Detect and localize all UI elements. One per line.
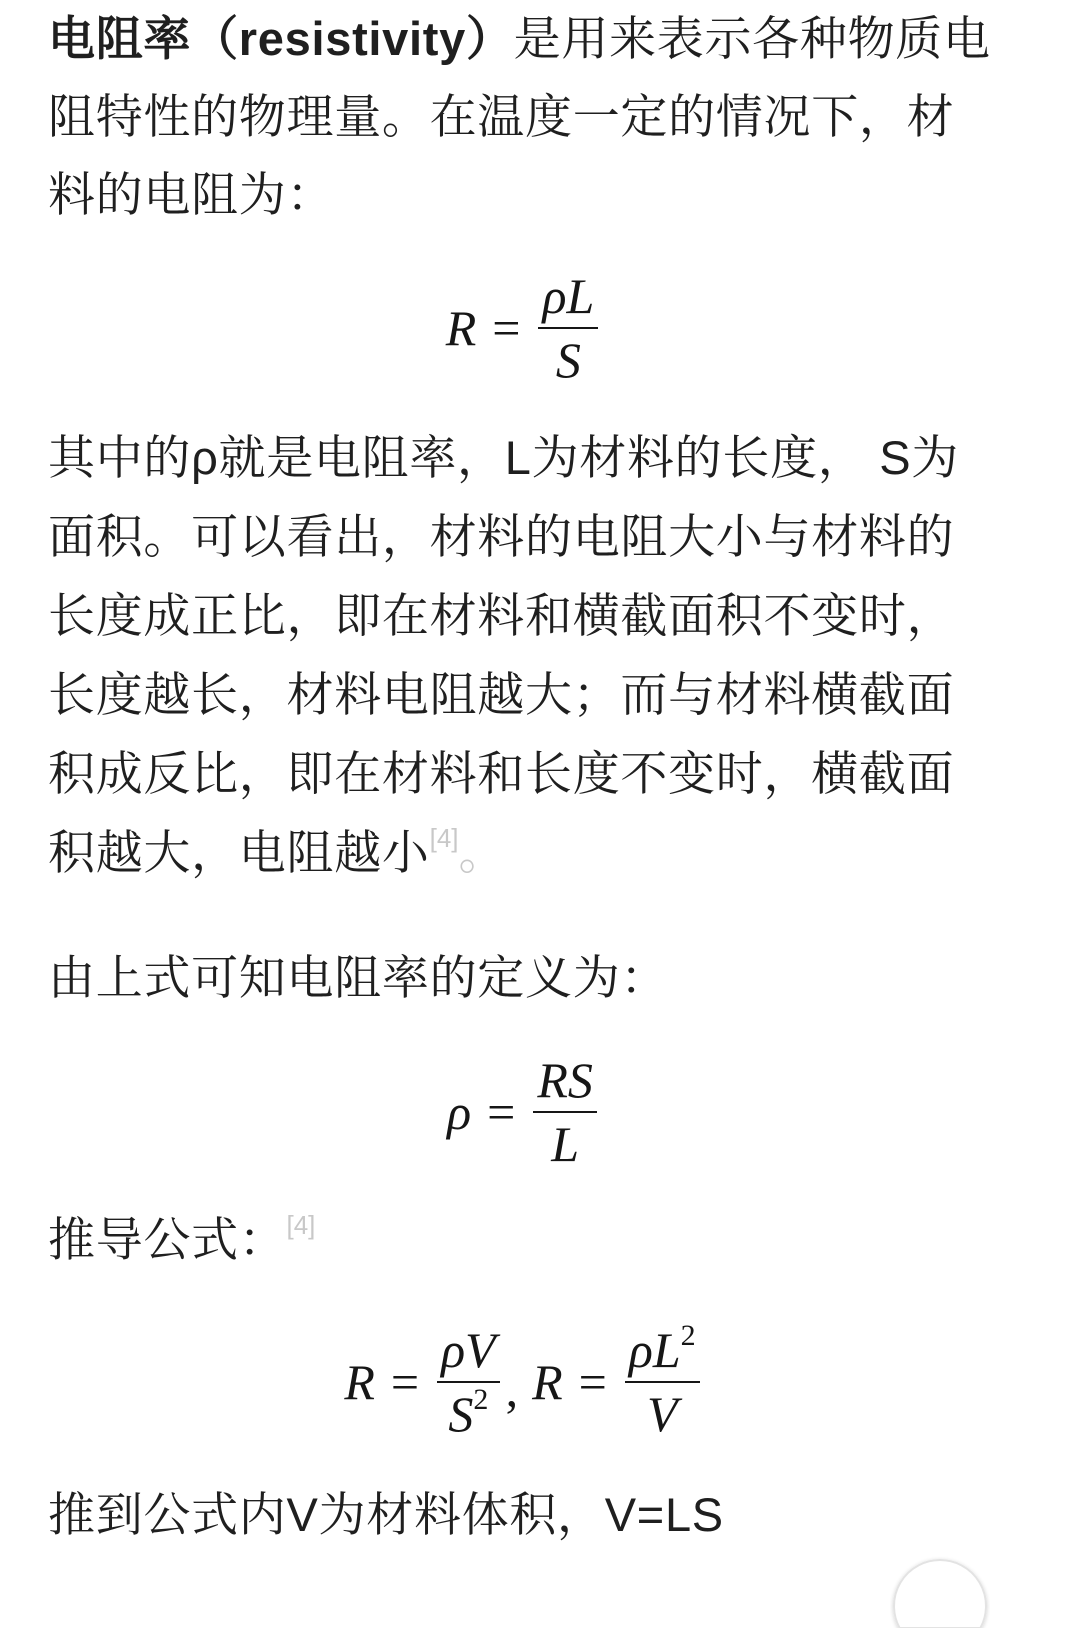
fraction-numerator: ρV	[441, 1322, 496, 1378]
citation-link[interactable]: [4]	[286, 1210, 316, 1240]
resistivity-formula	[48, 1052, 998, 1172]
numerator-base: ρL	[628, 1322, 681, 1378]
formula-fraction	[538, 268, 598, 388]
formula-fraction	[533, 1052, 597, 1172]
citation-link[interactable]: [4]	[429, 823, 459, 853]
formula-lhs: R	[532, 1354, 563, 1410]
derived-formulas	[48, 1319, 998, 1442]
denominator-exponent: 2	[473, 1383, 489, 1416]
fraction-numerator: RS	[537, 1052, 593, 1108]
denominator-base: S	[448, 1386, 474, 1442]
formula-fraction	[625, 1319, 700, 1442]
fraction-denominator: S	[555, 332, 581, 388]
fraction-numerator: ρL	[542, 268, 595, 324]
derivation-heading	[48, 1200, 998, 1279]
intro-paragraph	[48, 0, 998, 234]
floating-action-button[interactable]	[890, 1554, 990, 1628]
numerator-exponent: 2	[680, 1319, 696, 1352]
definition-paragraph	[48, 938, 998, 1017]
formula-equals: =	[578, 1354, 607, 1410]
fraction-numerator	[625, 1319, 700, 1381]
formula-separator: ,	[505, 1361, 519, 1417]
formula-lhs: R	[344, 1354, 375, 1410]
fraction-denominator	[444, 1383, 492, 1442]
derivation-text: 推导公式：	[48, 1213, 287, 1266]
fraction-denominator: L	[551, 1116, 579, 1172]
intro-text: 是用来表示各种物质电阻特性的物理量。在温度一定的情况下，材料的电阻为：	[48, 12, 991, 221]
formula-equals: =	[492, 300, 521, 356]
volume-note-text: 推到公式内V为材料体积，V=LS	[48, 1488, 724, 1541]
explanation-paragraph	[48, 418, 998, 892]
formula-equals: =	[390, 1354, 420, 1410]
resistance-formula	[48, 268, 998, 388]
formula-lhs: ρ	[447, 1084, 472, 1140]
floating-button-outline	[894, 1560, 986, 1628]
fraction-denominator: V	[646, 1386, 678, 1442]
formula-lhs: R	[445, 300, 477, 356]
volume-note-paragraph	[48, 1475, 998, 1554]
term-title: 电阻率（resistivity）	[48, 12, 514, 65]
definition-text: 由上式可知电阻率的定义为：	[48, 951, 669, 1004]
sentence-end: 。	[458, 826, 507, 879]
formula-fraction	[437, 1322, 500, 1442]
explanation-text: 其中的ρ就是电阻率，L为材料的长度， S为面积。可以看出，材料的电阻大小与材料的长度成正比，即在材料和横截面积不变时，长度越长，材料电阻越大；而与材料横截面积成反比，即在材料和长度不变时，横截面积越大，电阻越小	[48, 431, 959, 879]
formula-equals: =	[487, 1084, 516, 1140]
